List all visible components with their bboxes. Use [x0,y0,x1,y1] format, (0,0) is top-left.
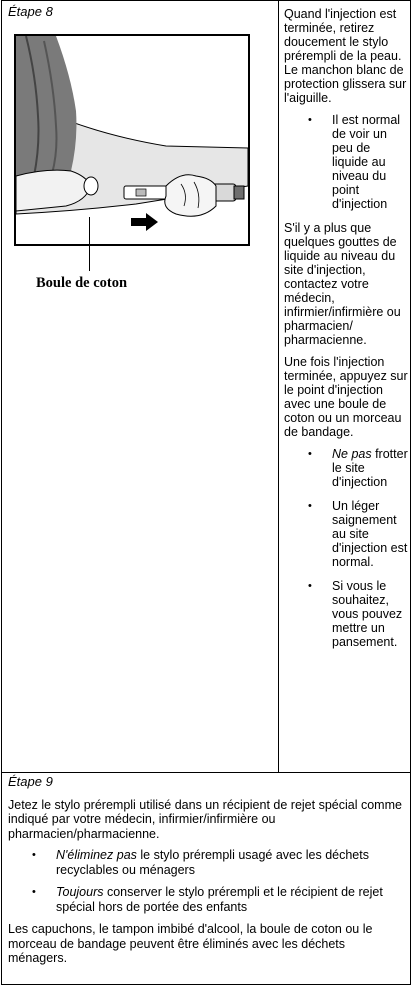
step-9-row [2,773,410,985]
step-8-bullet-1: • Il est normal de voir un peu de liquide au niveau du point d'injection [332,113,408,211]
instruction-table [1,0,411,985]
direction-arrow-icon [131,213,158,231]
step-9-paragraph-1: Jetez le stylo prérempli utilisé dans un récipient de rejet spécial comme indiqué par votre médecin, infirmier/infirmière ou pharmacien/pharmacienne. [8,797,402,841]
emphasis-pas: pas [116,848,137,862]
callout-line [89,217,90,271]
callout-label: Boule de coton [36,275,128,291]
shoulder-shape [16,36,76,176]
step-9-bullet-1 [56,848,406,877]
step-8-row [2,1,410,773]
step-8-bullet-3: • Un léger saignement au site d'injection est normal. [332,499,408,569]
step-8-list-2 [284,447,408,649]
step-8-paragraph-1: Quand l'injection est terminée, retirez doucement le stylo prérempli de la peau. Le manchon blanc de protection glissera sur l'aiguille. [284,7,407,105]
step-9-bullet-2 [56,885,406,914]
step-8-illustration-cell [2,1,279,772]
bullet-2-text: frotter le site d'injection [332,447,408,489]
emphasis-ne-pas: Ne pas [332,447,372,461]
step-9-list [8,848,406,914]
step-8-text-cell [279,1,410,772]
hand-holding-pen [165,175,216,216]
emphasis-n-eliminez: N'éliminez [56,848,117,862]
bullet-2-text: conserver le stylo prérempli et le récipient de rejet spécial hors de portée des enfants [56,885,383,914]
cotton-ball [84,177,98,195]
step-8-bullet-4: • Si vous le souhaitez, vous pouvez mettre un pansement. [332,579,408,649]
step-8-list-1 [284,113,408,211]
step-8-label: Étape 8 [8,4,53,19]
bullet-1-text: le stylo prérempli usagé avec les déchets recyclables ou ménagers [56,848,369,877]
emphasis-toujours: Toujours [56,885,104,899]
step-9-paragraph-2: Les capuchons, le tampon imbibé d'alcool, la boule de coton ou le morceau de bandage peuvent être éliminés avec les déchets ménagers. [8,922,373,965]
step-8-bullet-2 [332,447,408,489]
pen-removal-drawing [16,36,248,244]
step-9-label: Étape 9 [8,774,53,789]
step-8-paragraph-3: Une fois l'injection terminée, appuyez sur le point d'injection avec une boule de coton ou un morceau de bandage. [284,355,408,439]
injection-illustration [14,34,250,246]
step-8-paragraph-2: S'il y a plus que quelques gouttes de liquide au niveau du site d'injection, contactez votre médecin, infirmier/infirmière ou pharmacien/ pharmacienne. [284,221,401,347]
